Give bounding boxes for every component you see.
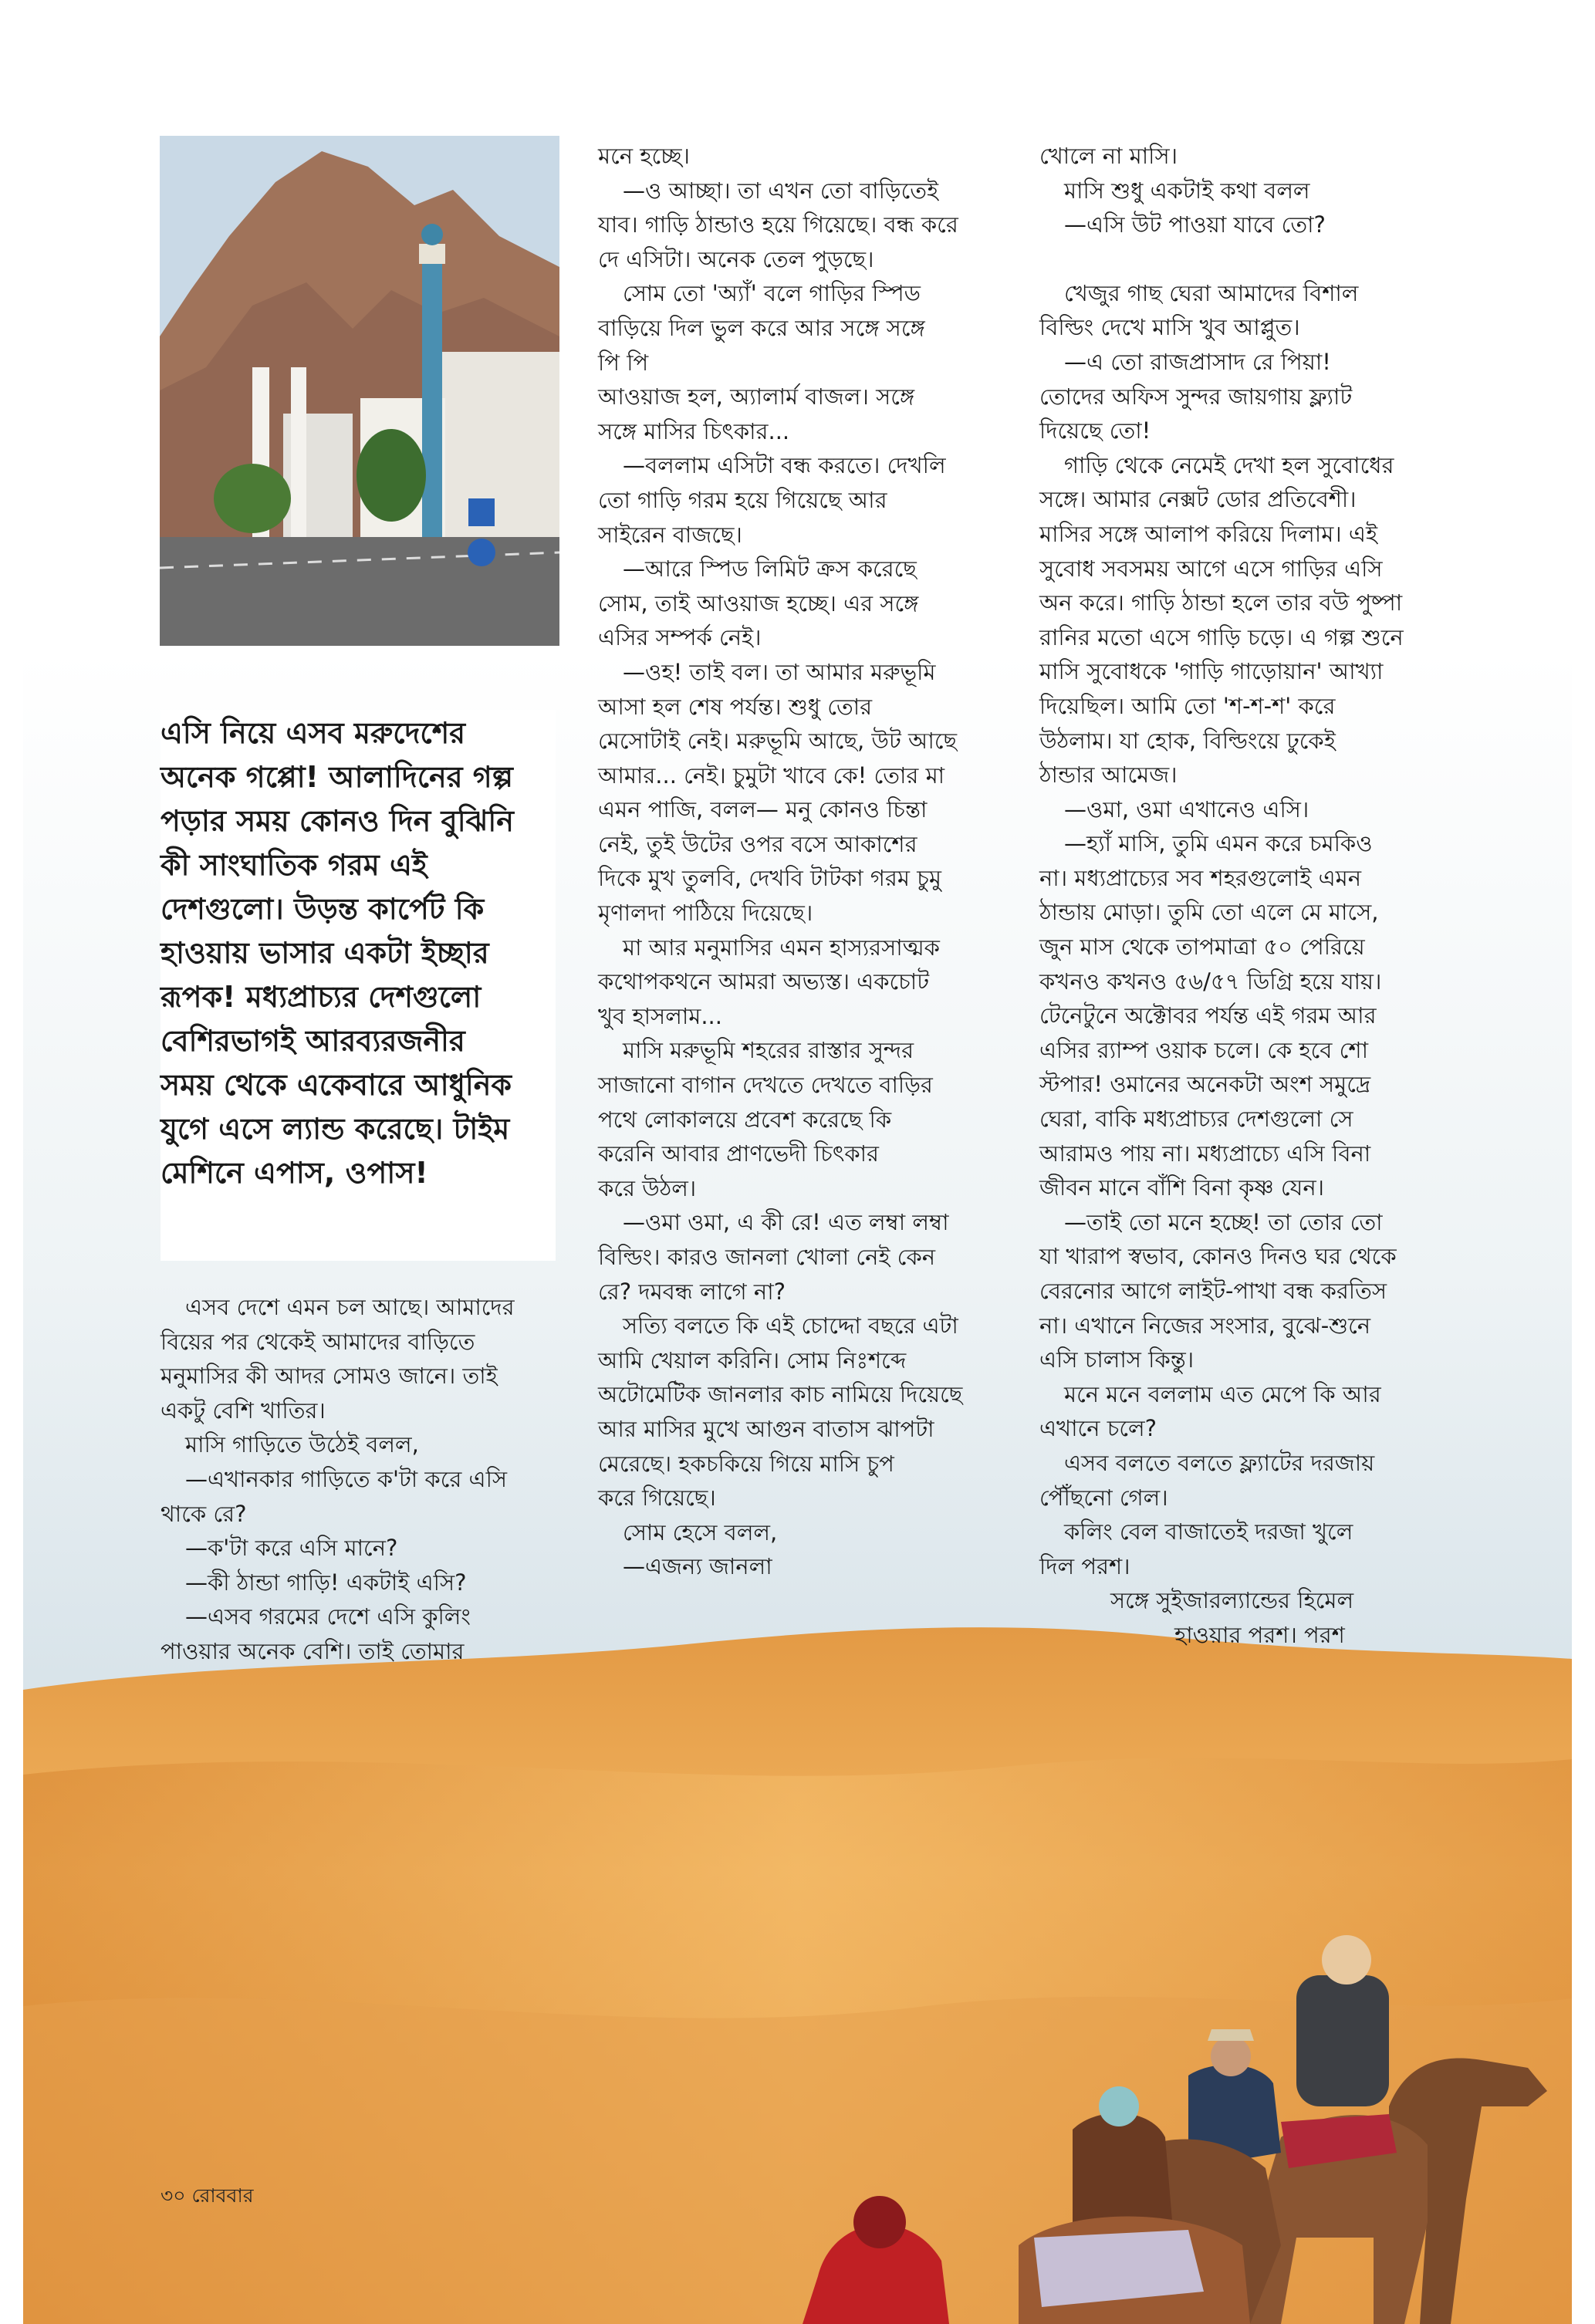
- text-line: মাসি শুধু একটাই কথা বলল: [1064, 177, 1310, 204]
- pull-quote-line: মেশিনে এপাস, ওপাস!: [161, 1156, 428, 1190]
- text-line: —এসব গরমের দেশে এসি কুলিং: [185, 1603, 471, 1630]
- text-line: দে এসিটা। অনেক তেল পুড়ছে।: [598, 245, 874, 272]
- text-line: তোদের অফিস সুন্দর জায়গায় ফ্ল্যাট: [1039, 383, 1353, 410]
- text-line: পাওয়ার অনেক বেশি। তাই তোমার: [161, 1637, 465, 1664]
- text-line: পথে লোকালয়ে প্রবেশ করেছে কি: [598, 1106, 892, 1133]
- column-1: [161, 1290, 515, 1669]
- page-number: ৩০: [161, 2184, 186, 2207]
- text-line: —কী ঠান্ডা গাড়ি! একটাই এসি?: [185, 1569, 467, 1596]
- text-line: সত্যি বলতে কি এই চোদ্দো বছরে এটা: [623, 1312, 958, 1339]
- text-line: এসব দেশে এমন চল আছে। আমাদের: [185, 1294, 515, 1320]
- text-line: ঠান্ডার আমেজ।: [1039, 762, 1178, 789]
- text-line: দিল পরশ।: [1039, 1552, 1130, 1579]
- text-line: বেরনোর আগে লাইট-পাখা বন্ধ করতিস: [1039, 1278, 1387, 1304]
- pull-quote-line: অনেক গপ্পো! আলাদিনের গল্প: [161, 760, 513, 794]
- text-line: কথোপকথনে আমরা অভ্যস্ত। একচোট: [598, 968, 930, 995]
- text-line: খেজুর গাছ ঘেরা আমাদের বিশাল: [1064, 279, 1359, 306]
- text-line: —ওমা ওমা, এ কী রে! এত লম্বা লম্বা: [623, 1209, 949, 1236]
- text-line: অটোমেটিক জানলার কাচ নামিয়ে দিয়েছে: [598, 1381, 963, 1408]
- text-line: মেসোটাই নেই। মরুভূমি আছে, উট আছে: [598, 728, 958, 755]
- text-line: তো গাড়ি গরম হয়ে গিয়েছে আর: [598, 486, 887, 513]
- text-line: একটু বেশি খাতির।: [161, 1397, 326, 1424]
- text-line: কলিং বেল বাজাতেই দরজা খুলে: [1064, 1518, 1353, 1545]
- text-line: সঙ্গে মাসির চিৎকার...: [598, 417, 790, 444]
- text-line: গাড়ি থেকে নেমেই দেখা হল সুবোধের: [1064, 451, 1394, 478]
- text-line: মনুমাসির কী আদর সোমও জানে। তাই: [161, 1363, 498, 1390]
- text-line: সোম হেসে বলল,: [623, 1518, 778, 1545]
- text-line: বিয়ের পর থেকেই আমাদের বাড়িতে: [161, 1328, 475, 1355]
- magazine-name: রোববার: [191, 2184, 254, 2207]
- text-line: —ওহ! তাই বল। তা আমার মরুভূমি: [623, 658, 936, 685]
- text-line: স্টপার! ওমানের অনেকটা অংশ সমুদ্রে: [1039, 1071, 1371, 1098]
- text-line: —বললাম এসিটা বন্ধ করতে। দেখলি: [623, 452, 946, 479]
- pull-quote-line: কী সাংঘাতিক গরম এই: [161, 848, 427, 882]
- text-line: সোম তো 'অ্যাঁ' বলে গাড়ির স্পিড: [623, 280, 921, 307]
- text-line: সাজানো বাগান দেখতে দেখতে বাড়ির: [598, 1072, 933, 1099]
- text-line: —ক'টা করে এসি মানে?: [185, 1535, 398, 1562]
- text-line: করে গিয়েছে।: [598, 1485, 716, 1512]
- text-line: এসির র‍্যাম্প ওয়াক চলে। কে হবে শো: [1039, 1036, 1368, 1063]
- text-line: জুন মাস থেকে তাপমাত্রা ৫০ পেরিয়ে: [1039, 934, 1365, 961]
- text-line: —এ তো রাজপ্রাসাদ রে পিয়া!: [1064, 348, 1331, 375]
- text-line: মনে মনে বললাম এত মেপে কি আর: [1064, 1380, 1381, 1407]
- text-line: মাসি মরুভূমি শহরের রাস্তার সুন্দর: [623, 1037, 914, 1064]
- column-2: [598, 139, 962, 1584]
- text-line: খোলে না মাসি।: [1039, 143, 1178, 169]
- text-line: সঙ্গে সুইজারল্যান্ডের হিমেল: [1110, 1587, 1354, 1614]
- text-line: এসির সম্পর্ক নেই।: [598, 624, 762, 651]
- text-line: —আরে স্পিড লিমিট ক্রস করেছে: [623, 556, 917, 583]
- text-line: না। মধ্যপ্রাচ্যের সব শহরগুলোই এমন: [1039, 864, 1362, 891]
- text-line: ঠান্ডায় মোড়া। তুমি তো এলে মে মাসে,: [1039, 899, 1379, 926]
- text-line: মনে হচ্ছে।: [598, 143, 690, 169]
- text-line: মৃণালদা পাঠিয়ে দিয়েছে।: [598, 900, 813, 927]
- text-line: সঙ্গে। আমার নেক্সট ডোর প্রতিবেশী।: [1039, 486, 1357, 513]
- text-line: রে? দমবন্ধ লাগে না?: [598, 1278, 786, 1305]
- text-line: রানির মতো এসে গাড়ি চড়ে। এ গল্প শুনে: [1039, 623, 1404, 650]
- text-line: —ও আচ্ছা। তা এখন তো বাড়িতেই: [623, 177, 939, 204]
- pull-quote: [161, 710, 556, 1261]
- text-line: এসি চালাস কিন্তু।: [1039, 1346, 1195, 1373]
- text-line: পি পি: [598, 349, 649, 376]
- text-line: এমন পাজি, বলল— মনু কোনও চিন্তা: [598, 796, 928, 823]
- text-line: এসব বলতে বলতে ফ্ল্যাটের দরজায়: [1064, 1449, 1375, 1476]
- muscat-street-photo: [160, 136, 559, 646]
- text-line: সাইরেন বাজছে।: [598, 521, 742, 548]
- text-line: —তাই তো মনে হচ্ছে! তা তোর তো: [1064, 1208, 1383, 1235]
- pull-quote-line: হাওয়ায় ভাসার একটা ইচ্ছার: [161, 936, 489, 970]
- paragraph-gap: [1039, 242, 1404, 276]
- text-line: জীবন মানে বাঁশি বিনা কৃষ্ণ যেন।: [1039, 1174, 1325, 1201]
- text-line: যাব। গাড়ি ঠান্ডাও হয়ে গিয়েছে। বন্ধ করে: [598, 211, 958, 238]
- text-line: সোম, তাই আওয়াজ হচ্ছে। এর সঙ্গে: [598, 589, 919, 616]
- text-line: কখনও কখনও ৫৬/৫৭ ডিগ্রি হয়ে যায়।: [1039, 968, 1382, 995]
- text-line: দিয়েছিল। আমি তো 'শ-শ-শ' করে: [1039, 692, 1336, 719]
- pull-quote-line: সময় থেকে একেবারে আধুনিক: [161, 1068, 512, 1102]
- text-line: টেনেটুনে অক্টোবর পর্যন্ত এই গরম আর: [1039, 1002, 1377, 1029]
- text-line: মাসি গাড়িতে উঠেই বলল,: [185, 1431, 419, 1458]
- text-line: মা আর মনুমাসির এমন হাস্যরসাত্মক: [623, 934, 940, 961]
- text-line: আমি খেয়াল করিনি। সোম নিঃশব্দে: [598, 1346, 907, 1373]
- pull-quote-line: বেশিরভাগই আরব্যরজনীর: [161, 1024, 465, 1058]
- camel-caravan-photo: [787, 1875, 1572, 2324]
- page-footer: [161, 2180, 253, 2214]
- text-line: পৌঁছনো গেল।: [1039, 1484, 1168, 1511]
- text-line: আসা হল শেষ পর্যন্ত। শুধু তোর: [598, 693, 873, 720]
- text-line: হাওয়ার পরশ। পরশ: [1174, 1621, 1345, 1648]
- text-line: এখানে চলে?: [1039, 1415, 1157, 1442]
- text-line: বিল্ডিং। কারও জানলা খোলা নেই কেন: [598, 1244, 936, 1270]
- text-line: করে উঠল।: [598, 1174, 697, 1201]
- text-line: খুব হাসলাম...: [598, 1002, 722, 1029]
- text-line: বাড়িয়ে দিল ভুল করে আর সঙ্গে সঙ্গে: [598, 314, 925, 341]
- text-line: আওয়াজ হল, অ্যালার্ম বাজল। সঙ্গে: [598, 383, 915, 410]
- pull-quote-line: দেশগুলো। উড়ন্ত কার্পেট কি: [161, 892, 485, 926]
- text-line: —এজন্য জানলা: [623, 1553, 772, 1580]
- column-3: [1039, 139, 1404, 1653]
- text-line: আরামও পায় না। মধ্যপ্রাচ্যে এসি বিনা: [1039, 1140, 1371, 1167]
- text-line: ঘেরা, বাকি মধ্যপ্রাচ্যর দেশগুলো সে: [1039, 1106, 1353, 1133]
- text-line: বিল্ডিং দেখে মাসি খুব আপ্লুত।: [1039, 314, 1300, 341]
- text-line: মাসি সুবোধকে 'গাড়ি গাড়োয়ান' আখ্যা: [1039, 658, 1384, 685]
- text-line: —এসি উট পাওয়া যাবে তো?: [1064, 211, 1326, 238]
- text-line: মাসির সঙ্গে আলাপ করিয়ে দিলাম। এই: [1039, 520, 1378, 547]
- pull-quote-line: যুগে এসে ল্যান্ড করেছে। টাইম: [161, 1112, 510, 1146]
- pull-quote-line: এসি নিয়ে এসব মরুদেশের: [161, 716, 466, 750]
- text-line: —ওমা, ওমা এখানেও এসি।: [1064, 795, 1309, 823]
- text-line: না। এখানে নিজের সংসার, বুঝে-শুনে: [1039, 1312, 1371, 1339]
- text-line: আর মাসির মুখে আগুন বাতাস ঝাপটা: [598, 1415, 934, 1442]
- text-line: আমার... নেই। চুমুটা খাবে কে! তোর মা: [598, 762, 945, 789]
- text-line: মেরেছে। হকচকিয়ে গিয়ে মাসি চুপ: [598, 1450, 894, 1477]
- pull-quote-line: রূপক! মধ্যপ্রাচ্যর দেশগুলো: [161, 980, 482, 1014]
- text-line: করেনি আবার প্রাণভেদী চিৎকার: [598, 1140, 879, 1167]
- text-line: যা খারাপ স্বভাব, কোনও দিনও ঘর থেকে: [1039, 1243, 1397, 1270]
- text-line: —এখানকার গাড়িতে ক'টা করে এসি: [185, 1465, 508, 1492]
- text-line: অন করে। গাড়ি ঠান্ডা হলে তার বউ পুষ্পা: [1039, 589, 1403, 616]
- text-line: দিকে মুখ তুলবি, দেখবি টাটকা গরম চুমু: [598, 865, 941, 892]
- text-line: নেই, তুই উটের ওপর বসে আকাশের: [598, 830, 917, 857]
- text-line: সুবোধ সবসময় আগে এসে গাড়ির এসি: [1039, 555, 1383, 582]
- text-line: দিয়েছে তো!: [1039, 417, 1151, 444]
- pull-quote-line: পড়ার সময় কোনও দিন বুঝিনি: [161, 804, 514, 838]
- text-line: —হ্যাঁ মাসি, তুমি এমন করে চমকিও: [1064, 830, 1373, 857]
- text-line: উঠলাম। যা হোক, বিল্ডিংয়ে ঢুকেই: [1039, 727, 1336, 754]
- text-line: থাকে রে?: [161, 1500, 247, 1527]
